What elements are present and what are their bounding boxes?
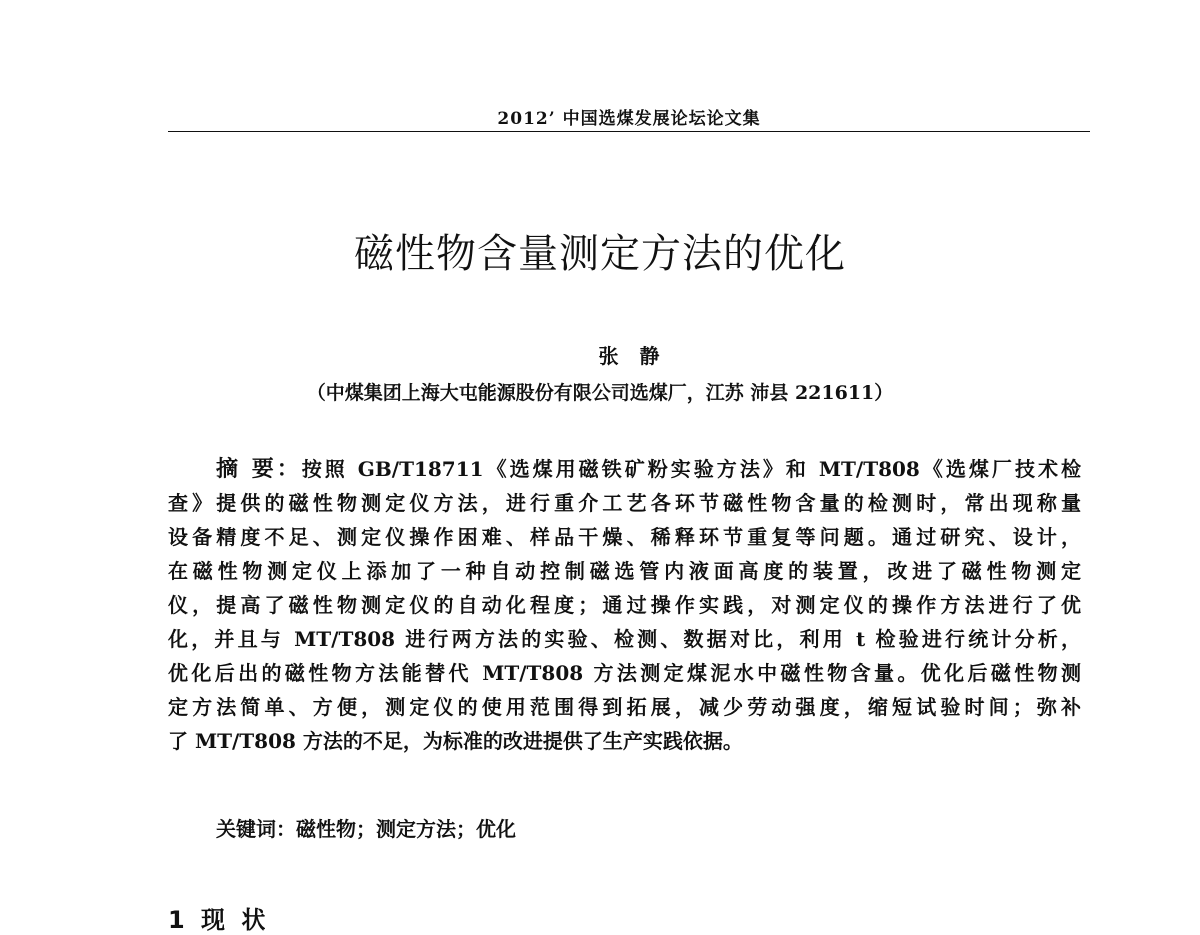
paper-title: 磁性物含量测定方法的优化: [354, 231, 846, 277]
abstract-line: 定方法简单、方便，测定仪的使用范围得到拓展，减少劳动强度，缩短试验时间；弥补: [168, 695, 1081, 719]
abstract-line: 设备精度不足、测定仪操作困难、样品干燥、稀释环节重复等问题。通过研究、设计，: [168, 525, 1081, 549]
running-header: 2012’ 中国选煤发展论坛论文集: [497, 109, 761, 129]
author: 张 静: [598, 344, 660, 368]
abstract-line: 在磁性物测定仪上添加了一种自动控制磁选管内液面高度的装置，改进了磁性物测定: [168, 559, 1081, 583]
header-rule: [168, 131, 1090, 132]
abstract-label: 摘 要：: [216, 456, 302, 482]
keywords-label: 关键词：: [216, 817, 296, 841]
affiliation: （中煤集团上海大屯能源股份有限公司选煤厂，江苏 沛县 221611）: [306, 382, 894, 404]
abstract: [168, 452, 1081, 758]
abstract-line: 了 MT/T808 方法的不足，为标准的改进提供了生产实践依据。: [168, 729, 743, 753]
keywords-value: 磁性物；测定方法；优化: [296, 817, 516, 841]
abstract-line: 优化后出的磁性物方法能替代 MT/T808 方法测定煤泥水中磁性物含量。优化后磁性物测: [168, 661, 1081, 685]
abstract-line: 化，并且与 MT/T808 进行两方法的实验、检测、数据对比，利用 t 检验进行统计分析，: [168, 627, 1081, 651]
section-heading: 1 现 状: [168, 906, 266, 934]
keywords: [216, 812, 516, 846]
abstract-line: 仪，提高了磁性物测定仪的自动化程度；通过操作实践，对测定仪的操作方法进行了优: [168, 593, 1081, 617]
abstract-line: 摘 要：按照 GB/T18711《选煤用磁铁矿粉实验方法》和 MT/T808《选煤厂技术检: [216, 456, 1081, 482]
abstract-line: 查》提供的磁性物测定仪方法，进行重介工艺各环节磁性物含量的检测时，常出现称量: [168, 491, 1081, 515]
